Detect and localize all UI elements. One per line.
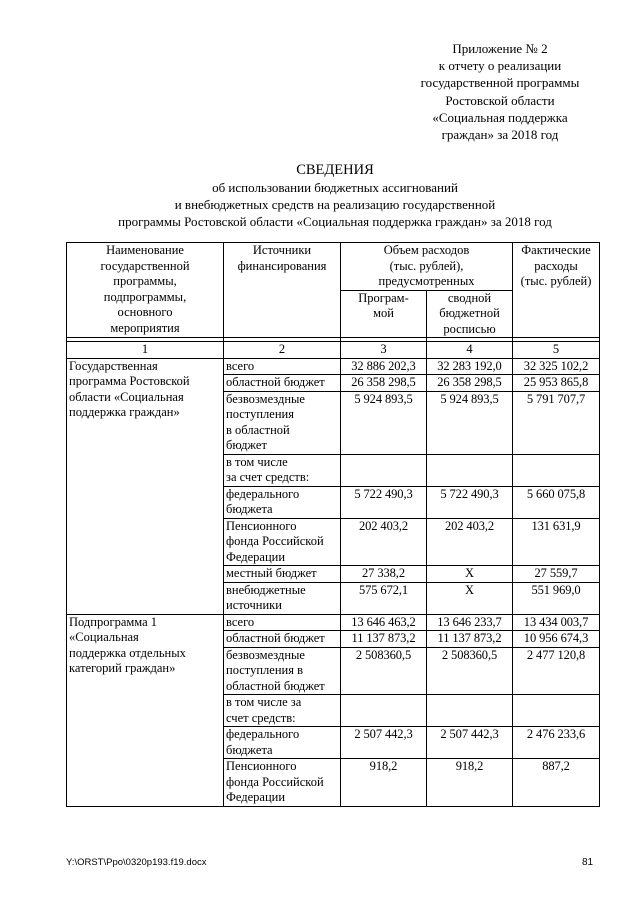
consolidated-amount-cell: 2 508360,5 (427, 647, 513, 695)
expenditure-table (66, 242, 600, 807)
funding-source-cell (224, 647, 341, 695)
cell-text-line: за счет средств: (226, 470, 310, 484)
annex-line: Ростовской области (445, 92, 555, 108)
cell-text-line: сводной (447, 290, 492, 305)
funding-source-cell (224, 614, 341, 631)
cell-text-line: росписью (443, 321, 496, 336)
program-amount-cell: 11 137 873,2 (341, 631, 427, 648)
cell-text-line: расходы (534, 258, 578, 273)
cell-text-line: местный бюджет (226, 566, 317, 580)
title-line: программы Ростовской области «Социальная поддержка граждан» за 2018 год (118, 214, 552, 229)
cell-text-line: программы, (113, 274, 177, 288)
annex-line: «Социальная поддержка (432, 109, 568, 125)
cell-text-line: федерального (226, 727, 300, 741)
consolidated-amount-cell: 2 507 442,3 (427, 727, 513, 759)
cell-text-line: подпрограммы, (103, 289, 187, 304)
column-number: 5 (513, 342, 600, 359)
program-amount-cell: 5 722 490,3 (341, 486, 427, 518)
funding-source-cell (224, 486, 341, 518)
cell-text-line: областной бюджет (226, 375, 325, 389)
annex-line: Приложение № 2 (452, 41, 548, 56)
cell-text-line: категорий граждан» (69, 661, 176, 675)
funding-source-cell (224, 375, 341, 392)
cell-text-line: Федерации (226, 549, 286, 564)
cell-text-line: Федерации (226, 790, 286, 804)
program-amount-cell: 918,2 (341, 759, 427, 807)
program-amount-cell (341, 454, 427, 486)
funding-source-cell (224, 358, 341, 375)
consolidated-amount-cell (427, 695, 513, 727)
consolidated-amount-cell: 26 358 298,5 (427, 375, 513, 392)
consolidated-amount-cell: 13 646 233,7 (427, 614, 513, 631)
header-actual (513, 243, 600, 338)
cell-text-line: областной бюджет (226, 631, 325, 645)
cell-text-line: поддержка граждан» (69, 405, 180, 419)
consolidated-amount-cell: X (427, 566, 513, 583)
cell-text-line: государственной (100, 258, 190, 273)
cell-text-line: Источники (252, 243, 312, 257)
footer-file-path: Y:\ORST\Ppo\0320p193.f19.docx (66, 857, 207, 868)
program-amount-cell: 2 508360,5 (341, 647, 427, 695)
cell-text-line: Пенсионного (226, 518, 297, 533)
actual-amount-cell: 13 434 003,7 (513, 614, 600, 631)
funding-source-cell (224, 631, 341, 648)
program-amount-cell: 5 924 893,5 (341, 391, 427, 454)
footer-page-number: 81 (582, 857, 594, 868)
funding-source-cell (224, 695, 341, 727)
funding-source-cell (224, 759, 341, 807)
program-amount-cell (341, 695, 427, 727)
cell-text-line: Наименование (106, 243, 184, 257)
actual-amount-cell: 131 631,9 (513, 518, 600, 566)
consolidated-amount-cell: 5 722 490,3 (427, 486, 513, 518)
actual-amount-cell: 27 559,7 (513, 566, 600, 583)
cell-text-line: программа Ростовской (69, 374, 190, 388)
program-name-cell (67, 614, 224, 806)
cell-text-line: Подпрограмма 1 (69, 614, 158, 629)
column-number: 3 (341, 342, 427, 359)
header-consolidated (427, 290, 513, 338)
program-amount-cell: 27 338,2 (341, 566, 427, 583)
cell-text-line: Объем расходов (383, 243, 470, 257)
consolidated-amount-cell (427, 454, 513, 486)
cell-text-line: мероприятия (110, 320, 180, 335)
table-body (67, 243, 600, 807)
cell-text-line: основного (117, 305, 173, 319)
program-name-cell (67, 358, 224, 614)
cell-text-line: федерального (226, 486, 300, 501)
cell-text-line: бюджета (226, 502, 273, 516)
cell-text-line: бюджетной (439, 306, 500, 320)
funding-source-cell (224, 454, 341, 486)
actual-amount-cell: 2 476 233,6 (513, 727, 600, 759)
cell-text-line: области «Социальная (69, 389, 184, 404)
cell-text-line: (тыс. рублей), (389, 258, 464, 273)
cell-text-line: фонда Российской (226, 534, 324, 548)
cell-text-line: в том числе (226, 454, 288, 469)
annex-block (400, 40, 600, 143)
cell-text-line: всего (226, 358, 255, 373)
cell-text-line: поддержка отдельных (69, 645, 186, 660)
cell-text-line: внебюджетные (226, 582, 306, 597)
actual-amount-cell: 5 791 707,7 (513, 391, 600, 454)
column-number-row (67, 342, 600, 359)
consolidated-amount-cell: 202 403,2 (427, 518, 513, 566)
program-amount-cell: 575 672,1 (341, 582, 427, 614)
title-heading: СВЕДЕНИЯ (296, 162, 374, 178)
cell-text-line: мой (373, 306, 394, 320)
annex-line: граждан» за 2018 год (441, 127, 559, 143)
cell-text-line: областной бюджет (226, 678, 325, 693)
cell-text-line: источники (226, 598, 282, 612)
actual-amount-cell: 32 325 102,2 (513, 358, 600, 375)
title-line: об использовании бюджетных ассигнований (212, 180, 458, 195)
cell-text-line: фонда Российской (226, 774, 324, 789)
header-sources (224, 243, 341, 338)
cell-text-line: в областной (226, 422, 290, 437)
consolidated-amount-cell: 32 283 192,0 (427, 358, 513, 375)
consolidated-amount-cell: 11 137 873,2 (427, 631, 513, 648)
column-number: 1 (67, 342, 224, 359)
actual-amount-cell: 5 660 075,8 (513, 486, 600, 518)
cell-text-line: бюджет (226, 438, 267, 452)
title-line: и внебюджетных средств на реализацию государственной (174, 197, 496, 212)
consolidated-amount-cell: 5 924 893,5 (427, 391, 513, 454)
cell-text-line: (тыс. рублей) (520, 274, 592, 288)
actual-amount-cell (513, 454, 600, 486)
consolidated-amount-cell: X (427, 582, 513, 614)
program-amount-cell: 26 358 298,5 (341, 375, 427, 392)
cell-text-line: всего (226, 614, 255, 629)
annex-line: к отчету о реализации (438, 58, 562, 74)
program-amount-cell: 13 646 463,2 (341, 614, 427, 631)
funding-source-cell (224, 518, 341, 566)
cell-text-line: безвозмездные (226, 647, 305, 662)
cell-text-line: Фактические (521, 243, 591, 257)
actual-amount-cell: 2 477 120,8 (513, 647, 600, 695)
consolidated-amount-cell: 918,2 (427, 759, 513, 807)
program-amount-cell: 2 507 442,3 (341, 727, 427, 759)
table-row (67, 614, 600, 631)
header-row (67, 243, 600, 291)
cell-text-line: поступления (226, 407, 294, 421)
actual-amount-cell: 551 969,0 (513, 582, 600, 614)
cell-text-line: Програм- (358, 290, 409, 305)
cell-text-line: в том числе за (226, 695, 302, 709)
cell-text-line: безвозмездные (226, 391, 305, 406)
cell-text-line: бюджета (226, 742, 273, 757)
cell-text-line: счет средств: (226, 710, 296, 725)
actual-amount-cell: 887,2 (513, 759, 600, 807)
document-title (40, 161, 630, 230)
table-row (67, 358, 600, 375)
cell-text-line: Пенсионного (226, 759, 297, 773)
cell-text-line: предусмотренных (378, 274, 475, 288)
header-program (341, 290, 427, 338)
header-name (67, 243, 224, 338)
actual-amount-cell (513, 695, 600, 727)
actual-amount-cell: 10 956 674,3 (513, 631, 600, 648)
funding-source-cell (224, 566, 341, 583)
column-number: 4 (427, 342, 513, 359)
column-number: 2 (224, 342, 341, 359)
cell-text-line: Государственная (69, 358, 158, 373)
funding-source-cell (224, 582, 341, 614)
funding-source-cell (224, 727, 341, 759)
cell-text-line: «Социальная (69, 630, 139, 644)
header-volume (341, 243, 513, 291)
funding-source-cell (224, 391, 341, 454)
cell-text-line: поступления в (226, 663, 303, 677)
program-amount-cell: 202 403,2 (341, 518, 427, 566)
actual-amount-cell: 25 953 865,8 (513, 375, 600, 392)
program-amount-cell: 32 886 202,3 (341, 358, 427, 375)
cell-text-line: финансирования (237, 258, 327, 273)
annex-line: государственной программы (420, 75, 580, 91)
